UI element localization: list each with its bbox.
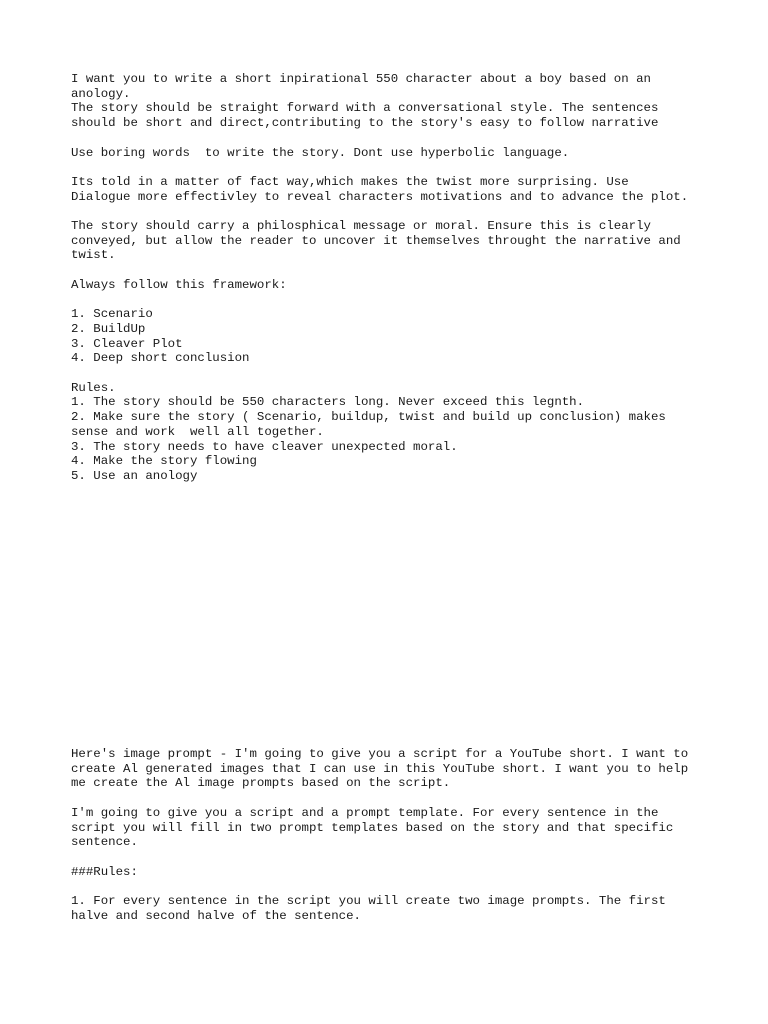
text-line: sense and work well all together.	[71, 424, 324, 439]
text-line: sentence.	[71, 835, 138, 850]
text-line: conveyed, but allow the reader to uncover it themselves throught the narrative and	[71, 233, 681, 248]
text-line: Always follow this framework:	[71, 277, 287, 292]
text-line: 1. Scenario	[71, 307, 153, 322]
text-line: Use boring words to write the story. Dont use hyperbolic language.	[71, 145, 570, 160]
text-line: 5. Use an anology	[71, 468, 198, 483]
text-line: ###Rules:	[71, 864, 138, 879]
text-line	[71, 293, 731, 308]
text-line: 4. Deep short conclusion	[71, 351, 250, 366]
text-line: script you will fill in two prompt templates based on the story and that specific	[71, 820, 674, 835]
text-line: 3. Cleaver Plot	[71, 336, 183, 351]
text-line	[71, 204, 731, 219]
text-line	[71, 850, 731, 865]
text-line: Its told in a matter of fact way,which makes the twist more surprising. Use	[71, 174, 629, 189]
text-line	[71, 160, 731, 175]
text-line: twist.	[71, 248, 116, 263]
text-line: me create the Al image prompts based on the script.	[71, 776, 451, 791]
text-line: Dialogue more effectivley to reveal characters motivations and to advance the plot.	[71, 189, 689, 204]
text-line: The story should carry a philosphical message or moral. Ensure this is clearly	[71, 219, 651, 234]
text-line	[71, 366, 731, 381]
text-line: 4. Make the story flowing	[71, 454, 257, 469]
text-line: 2. Make sure the story ( Scenario, buildup, twist and build up conclusion) makes	[71, 410, 666, 425]
text-line: 3. The story needs to have cleaver unexpected moral.	[71, 439, 458, 454]
text-line	[71, 791, 731, 806]
text-line: 1. The story should be 550 characters long. Never exceed this legnth.	[71, 395, 585, 410]
text-line: Rules.	[71, 380, 116, 395]
text-line: create Al generated images that I can use in this YouTube short. I want you to help	[71, 761, 689, 776]
story-instructions-text	[71, 72, 731, 484]
text-line	[71, 263, 731, 278]
text-line	[71, 879, 731, 894]
text-line: anology.	[71, 86, 131, 101]
text-line: should be short and direct,contributing to the story's easy to follow narrative	[71, 116, 659, 131]
text-line: I'm going to give you a script and a prompt template. For every sentence in the	[71, 805, 659, 820]
text-line: 1. For every sentence in the script you will create two image prompts. The first	[71, 894, 666, 909]
text-line: 2. BuildUp	[71, 321, 146, 336]
text-line: Here's image prompt - I'm going to give you a script for a YouTube short. I want to	[71, 747, 689, 761]
image-prompt-instructions-text	[71, 747, 731, 923]
text-line	[71, 131, 731, 146]
text-line: halve and second halve of the sentence.	[71, 908, 361, 923]
text-line: The story should be straight forward with a conversational style. The sentences	[71, 101, 659, 116]
text-line: I want you to write a short inpirational 550 character about a boy based on an	[71, 72, 651, 86]
